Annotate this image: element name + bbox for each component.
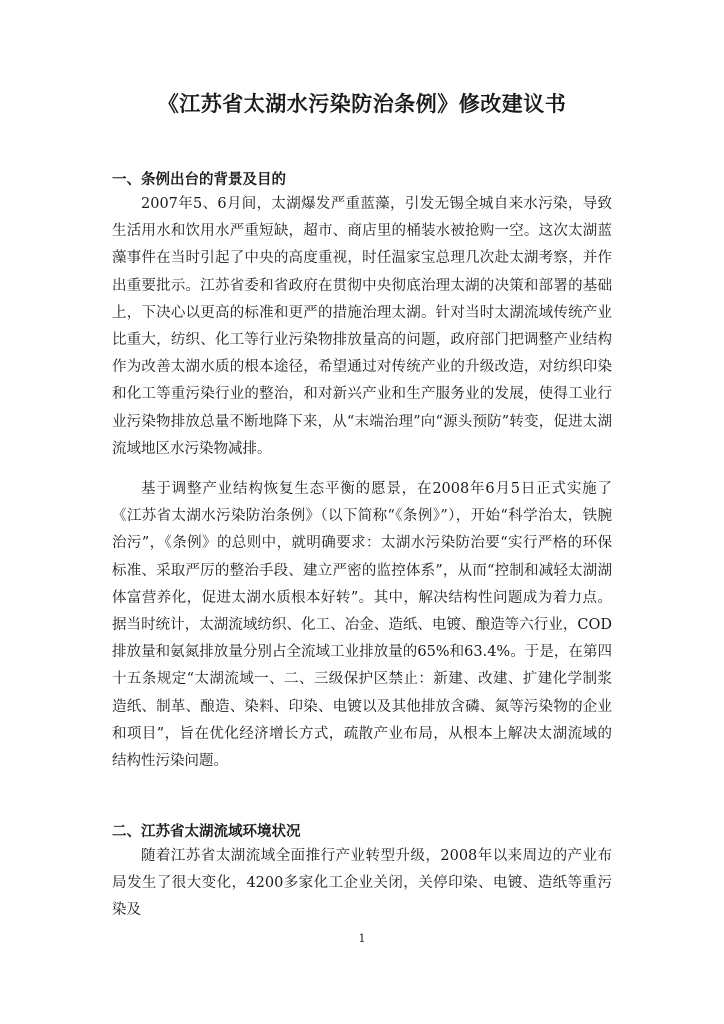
paragraph-environment-1: 随着江苏省太湖流域全面推行产业转型升级，2008年以来周边的产业布局发生了很大变化，4200多家化工企业关闭，关停印染、电镀、造纸等重污染及 — [112, 848, 612, 919]
section-heading-environment: 二、江苏省太湖流域环境状况 — [112, 823, 301, 840]
document-title: 《江苏省太湖水污染防治条例》修改建议书 — [157, 91, 567, 116]
paragraph-background-2: 基于调整产业结构恢复生态平衡的愿景，在2008年6月5日正式实施了《江苏省太湖水污染防治条例》（以下简称“《条例》”），开始“科学治太，铁腕治污”，《条例》的总则中，就明确要求：太湖水污染防治要“实行严格的环保标准、采取严厉的整治手段、建立严密的监控体系”，从而“控制和减轻太湖湖体富营养化，促进太湖水质根本好转”。其中，解决结构性问题成为着力点。据当时统计，太湖流域纺织、化工、冶金、造纸、电镀、酿造等六行业，COD排放量和氨氮排放量分别占全流域工业排放量的65%和63.4%。于是，在第四十五条规定“太湖流域一、二、三级保护区禁止：新建、改建、扩建化学制浆造纸、制革、酿造、染料、印染、电镀以及其他排放含磷、氮等污染物的企业和项目”，旨在优化经济增长方式，疏散产业布局，从根本上解决太湖流域的结构性污染问题。 — [112, 481, 612, 770]
section-heading-background: 一、条例出台的背景及目的 — [112, 171, 286, 188]
paragraph-background-1: 2007年5、6月间，太湖爆发严重蓝藻，引发无锡全城自来水污染，导致生活用水和饮用水严重短缺，超市、商店里的桶装水被抢购一空。这次太湖蓝藻事件在当时引起了中央的高度重视，时任温家宝总理几次赴太湖考察，并作出重要批示。江苏省委和省政府在贯彻中央彻底治理太湖的决策和部署的基础上，下决心以更高的标准和更严的措施治理太湖。针对当时太湖流域传统产业比重大，纺织、化工等行业污染物排放量高的问题，政府部门把调整产业结构作为改善太湖水质的根本途径，希望通过对传统产业的升级改造，对纺织印染和化工等重污染行业的整治，和对新兴产业和生产服务业的发展，使得工业行业污染物排放总量不断地降下来，从“末端治理”向“源头预防”转变，促进太湖流域地区水污染物减排。 — [112, 196, 612, 457]
page-number: 1 — [358, 932, 366, 945]
